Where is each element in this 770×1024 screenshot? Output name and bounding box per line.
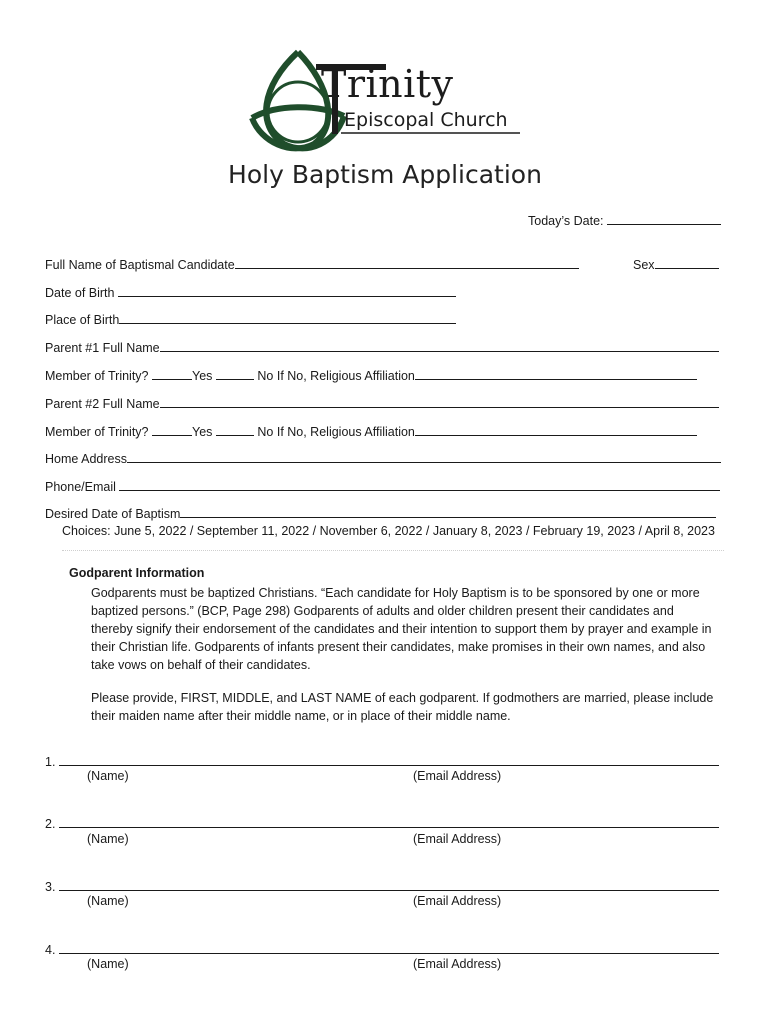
member1-no-label: No: [257, 369, 274, 383]
name-caption: (Name): [87, 832, 129, 846]
godparent-line[interactable]: [59, 878, 719, 891]
baptism-choices: Choices: June 5, 2022 / September 11, 2022 / November 6, 2022 / January 8, 2023 / February 19, 2023 / April 8, 2023: [62, 524, 715, 538]
godparent-entry-1[interactable]: [45, 753, 719, 769]
address-label: Home Address: [45, 452, 127, 466]
todays-date-line[interactable]: [607, 212, 721, 225]
member1-no-line[interactable]: [216, 367, 254, 380]
godparent-number: 3.: [45, 880, 56, 894]
logo-episcopal-text: Episcopal Church: [344, 109, 508, 131]
section-divider: [62, 550, 724, 551]
phone-label: Phone/Email: [45, 480, 116, 494]
member1-yes-line[interactable]: [152, 367, 192, 380]
email-caption: (Email Address): [413, 957, 502, 971]
godparent-line[interactable]: [59, 941, 719, 954]
godparent-number: 4.: [45, 943, 56, 957]
parent2-label: Parent #2 Full Name: [45, 397, 160, 411]
member1-affil-label: If No, Religious Affiliation: [276, 369, 415, 383]
pob-line[interactable]: [119, 311, 456, 324]
sex-line[interactable]: [655, 256, 719, 269]
member2-yes-label: Yes: [192, 425, 213, 439]
member1-field[interactable]: [45, 367, 697, 383]
member2-yes-line[interactable]: [152, 423, 192, 436]
member2-label: Member of Trinity?: [45, 425, 149, 439]
parent1-field[interactable]: [45, 339, 719, 355]
member1-affil-line[interactable]: [415, 367, 697, 380]
email-caption: (Email Address): [413, 832, 502, 846]
pob-field[interactable]: [45, 311, 456, 327]
phone-line[interactable]: [119, 478, 720, 491]
baptism-date-label: Desired Date of Baptism: [45, 507, 181, 521]
godparent-number: 2.: [45, 817, 56, 831]
full-name-label: Full Name of Baptismal Candidate: [45, 258, 235, 272]
godparent-line[interactable]: [59, 753, 719, 766]
dob-label: Date of Birth: [45, 286, 115, 300]
dob-field[interactable]: [45, 284, 456, 300]
godparent-paragraph-2: Please provide, FIRST, MIDDLE, and LAST NAME of each godparent. If godmothers are married, please include their maiden name after their middle name, or in place of their middle name.: [91, 691, 714, 723]
address-line[interactable]: [127, 450, 721, 463]
todays-date-field[interactable]: [528, 212, 721, 228]
godparent-number: 1.: [45, 755, 56, 769]
sex-field[interactable]: [633, 256, 719, 272]
full-name-line[interactable]: [235, 256, 579, 269]
member1-yes-label: Yes: [192, 369, 213, 383]
dob-line[interactable]: [118, 284, 456, 297]
member2-field[interactable]: [45, 423, 697, 439]
member2-no-label: No: [257, 425, 274, 439]
email-caption: (Email Address): [413, 894, 502, 908]
sex-label: Sex: [633, 258, 655, 272]
parent1-line[interactable]: [160, 339, 719, 352]
parent2-field[interactable]: [45, 395, 719, 411]
full-name-field[interactable]: [45, 256, 579, 272]
parent2-line[interactable]: [160, 395, 719, 408]
godparent-section-title: Godparent Information: [69, 566, 205, 580]
email-caption: (Email Address): [413, 769, 502, 783]
pob-label: Place of Birth: [45, 313, 120, 327]
godparent-entry-4[interactable]: [45, 941, 719, 957]
member2-no-line[interactable]: [216, 423, 254, 436]
godparent-entry-2[interactable]: [45, 815, 719, 831]
member1-label: Member of Trinity?: [45, 369, 149, 383]
phone-field[interactable]: [45, 478, 720, 494]
godparent-paragraph-1: Godparents must be baptized Christians. “Each candidate for Holy Baptism is to be sponsored by one or more baptized persons.” (BCP, Page 298) Godparents of adults and older children present their candidates and thereby signify their endorsement of the candidates and their intention to support them by prayer and example in their Christian life. Godparents of infants present their candidates, make promises in their own names, and also take vows on behalf of their candidates.: [91, 586, 712, 672]
baptism-date-field[interactable]: [45, 505, 716, 521]
todays-date-label: Today’s Date:: [528, 214, 604, 228]
name-caption: (Name): [87, 957, 129, 971]
address-field[interactable]: [45, 450, 721, 466]
name-caption: (Name): [87, 769, 129, 783]
godparent-line[interactable]: [59, 815, 719, 828]
member2-affil-line[interactable]: [415, 423, 697, 436]
name-caption: (Name): [87, 894, 129, 908]
parent1-label: Parent #1 Full Name: [45, 341, 160, 355]
baptism-date-line[interactable]: [180, 505, 716, 518]
page-title: Holy Baptism Application: [228, 160, 542, 189]
logo-trinity-text: Trinity: [321, 62, 454, 106]
member2-affil-label: If No, Religious Affiliation: [276, 425, 415, 439]
godparent-entry-3[interactable]: [45, 878, 719, 894]
